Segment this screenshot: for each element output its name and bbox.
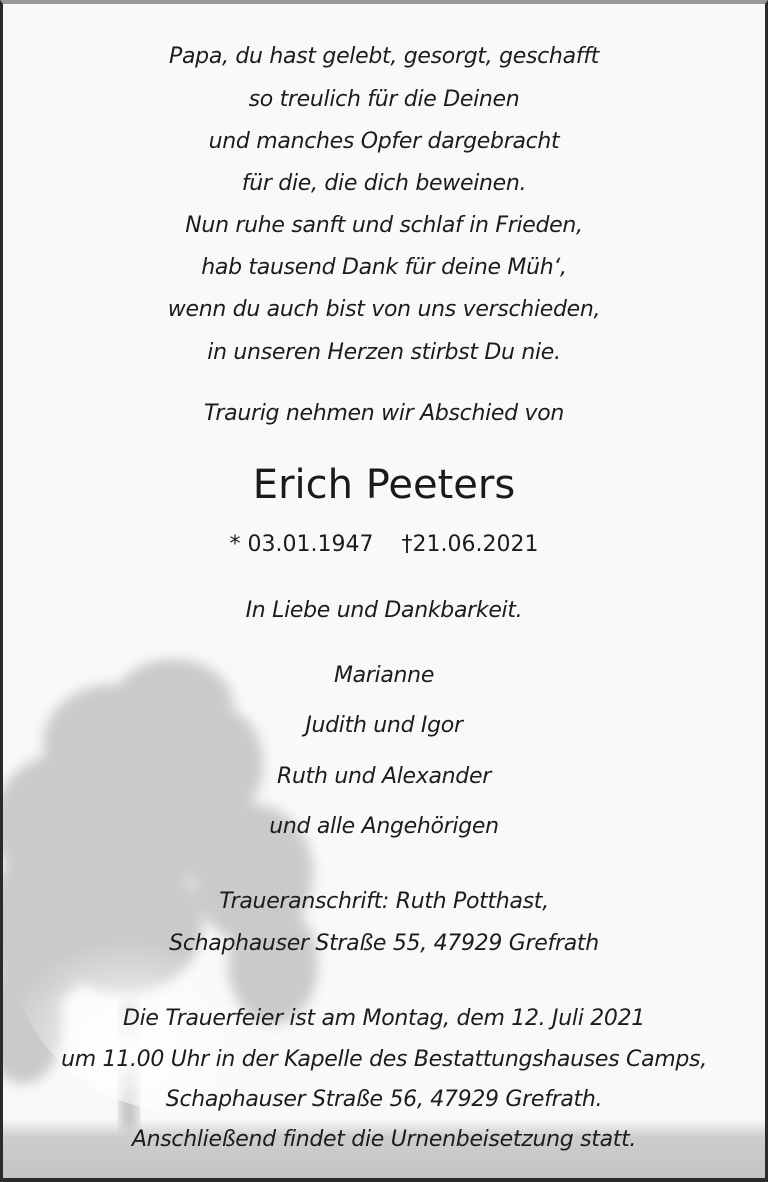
mourner: Ruth und Alexander <box>277 764 491 789</box>
poem-line: wenn du auch bist von uns verschieden, <box>167 297 601 322</box>
mourner: und alle Angehörigen <box>269 814 499 839</box>
farewell-intro: Traurig nehmen wir Abschied von <box>203 401 565 426</box>
mourner: Judith und Igor <box>305 713 463 738</box>
birth-date: 03.01.1947 <box>247 532 374 557</box>
poem-line: in unseren Herzen stirbst Du nie. <box>207 340 561 365</box>
ceremony-line: Die Trauerfeier ist am Montag, dem 12. Juli 2021 <box>122 1006 645 1031</box>
mourner: Marianne <box>333 663 435 688</box>
poem-line: so treulich für die Deinen <box>248 87 520 112</box>
ceremony-line: um 11.00 Uhr in der Kapelle des Bestattungshauses Camps, <box>61 1047 707 1072</box>
ceremony-line: Anschließend findet die Urnenbeisetzung statt. <box>131 1127 637 1152</box>
ceremony-line: Schaphauser Straße 56, 47929 Grefrath. <box>165 1087 603 1112</box>
poem-line: für die, die dich beweinen. <box>241 171 527 196</box>
life-dates <box>3 532 765 557</box>
dedication: In Liebe und Dankbarkeit. <box>245 598 523 623</box>
deceased-name: Erich Peeters <box>252 462 516 508</box>
death-date: 21.06.2021 <box>412 532 539 557</box>
poem-line: Nun ruhe sanft und schlaf in Frieden, <box>185 213 583 238</box>
death-cross-icon: † <box>401 532 413 557</box>
poem-line: hab tausend Dank für deine Müh‘, <box>201 255 567 280</box>
poem-line: Papa, du hast gelebt, gesorgt, geschafft <box>169 44 599 69</box>
poem-line: und manches Opfer dargebracht <box>208 129 560 154</box>
birth-star-icon: * <box>229 532 241 557</box>
address-line: Schaphauser Straße 55, 47929 Grefrath <box>169 931 599 956</box>
address-line: Traueranschrift: Ruth Potthast, <box>219 889 549 914</box>
